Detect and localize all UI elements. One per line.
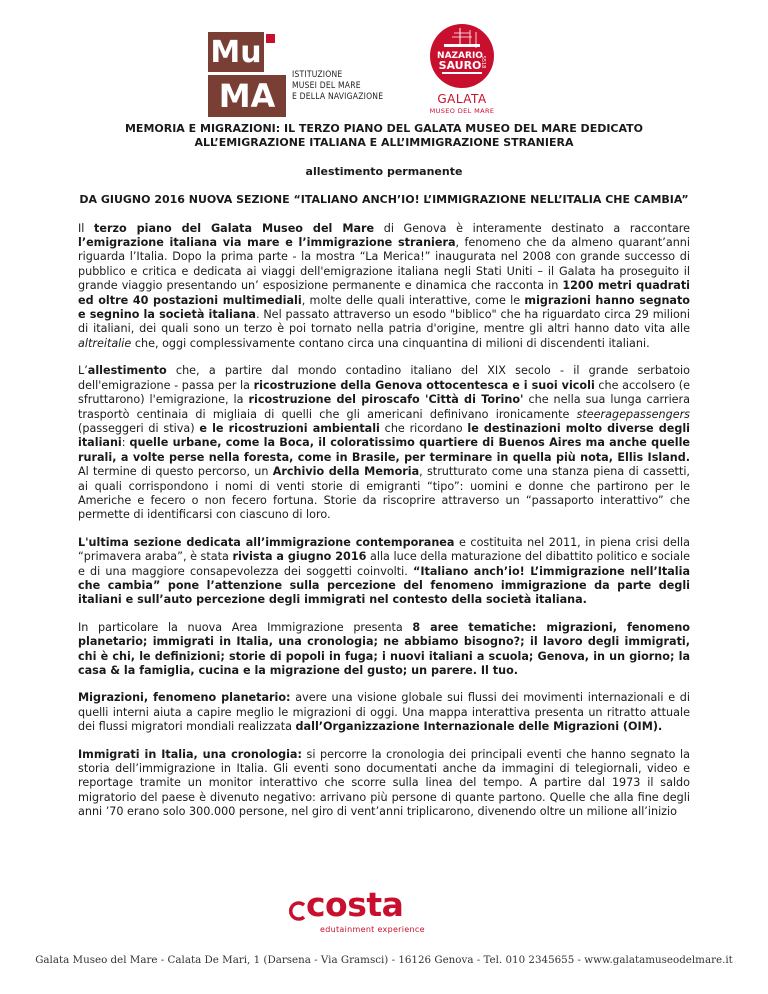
bold-text: rivista a giugno 2016 (232, 550, 367, 564)
costa-wordmark: costa (306, 885, 404, 924)
paragraph (78, 748, 690, 820)
bold-text: le destinazioni molto diverse degli italiani (78, 421, 691, 450)
text-run: In particolare la nuova Area Immigrazione presenta (78, 620, 413, 634)
text-run: . Nel passato attraverso un esodo "biblico" che ha riguardato circa 29 milioni di italiani, dei quali sono un terzo è poi tornato nella patria d'origine, mentre gli altri hanno dato vita alle (78, 308, 690, 336)
text-run: che, a partire dal mondo contadino italiano del XIX secolo - il grande serbatoio dell'emigrazione - passa per la (78, 364, 690, 392)
text-run: Al termine di questo percorso, un (78, 465, 273, 479)
text-run: che nella sua lunga carriera trasportò centinaia di migliaia di quelli che gli americani definivano ironicamente (78, 393, 691, 421)
page-footer: Galata Museo del Mare - Calata De Mari, 1 (Darsena - Via Gramsci) - 16126 Genova - Tel. 010 2345655 - www.galatamuseodelmare.it (35, 954, 733, 966)
bold-text: Immigrati in Italia, una cronologia: (78, 747, 302, 761)
bold-text: Archivio della Memoria (272, 465, 420, 479)
document-title: MEMORIA E MIGRAZIONI: IL TERZO PIANO DEL GALATA MUSEO DEL MARE DEDICATO ALL’EMIGRAZIONE ITALIANA E ALL’IMMIGRAZIONE STRANIERA (124, 122, 644, 150)
paragraph (78, 364, 690, 522)
bold-text: L'ultima sezione dedicata all’immigrazione contemporanea (78, 535, 455, 549)
text-run: che accolsero (e sfruttarono) l'emigrazione, la (78, 378, 691, 407)
document-body (78, 122, 690, 820)
bold-text: dall’Organizzazione Internazionale delle Migrazioni (OIM). (295, 720, 663, 734)
text-run: , fenomeno che da almeno quarant’anni riguarda l’Italia. Dopo la prima parte - la mostra “La Merica!” inaugurata nel 2008 con grande successo di pubblico e critica e dedicata ai viaggi dell'emigrazione italiana negli Stati Uniti – il Galata ha proseguito il grande viaggio presentando un’ esposizione permanente e dinamica che racconta in (78, 236, 690, 293)
section-title: DA GIUGNO 2016 NUOVA SEZIONE “ITALIANO ANCH’IO! L’IMMIGRAZIONE NELL’ITALIA CHE CAMBIA” (79, 193, 689, 207)
muma-line: ISTITUZIONE (292, 70, 343, 80)
bold-text: “Italiano anch’io! L’immigrazione nell’Italia che cambia” pone l’attenzione sulla percezione del fenomeno immigrazione da parte degli italiani e sull’auto percezione degli immigrati nel contesto della società italiana. (78, 564, 690, 607)
text-run: : (121, 436, 130, 450)
ship-icon (430, 24, 494, 88)
text-run: che, oggi complessivamente contano circa una cinquantina di milioni di discendenti italiani. (131, 336, 650, 350)
bold-text: ricostruzione della Genova ottocentesca e i suoi vicoli (253, 378, 595, 392)
muma-line: MUSEI DEL MARE (292, 81, 361, 91)
text-run: L’ (78, 364, 88, 378)
bold-text: l’emigrazione italiana via mare e l’immigrazione straniera (78, 236, 456, 250)
ship-code: S518 (480, 55, 486, 69)
galata-sub: MUSEO DEL MARE (429, 107, 495, 115)
muma-line: E DELLA NAVIGAZIONE (292, 92, 384, 102)
bold-text: quelle urbane, come la Boca, il coloratissimo quartiere di Buenos Aires ma anche quelle rurali, a volte perse nella foresta, come in Brasile, per terminare in quella più nota, Ellis Island. (78, 436, 690, 464)
costa-logo (288, 885, 488, 937)
paragraph (78, 222, 690, 352)
bold-text: allestimento (87, 364, 167, 378)
document-subtitle: allestimento permanente (305, 164, 463, 178)
muma-logo (208, 32, 288, 118)
costa-tagline: edutainment experience (320, 925, 425, 934)
text-run: di Genova è interamente destinato a raccontare (374, 221, 691, 235)
bold-text: ricostruzione del piroscafo 'Città di Torino' (248, 393, 524, 407)
bold-text: migrazioni hanno segnato e segnino la società italiana (78, 293, 690, 322)
muma-logo-dot (266, 34, 275, 43)
text-run: che ricordano (379, 421, 468, 435)
bold-text: Migrazioni, fenomeno planetario: (78, 691, 291, 705)
bold-text: 8 aree tematiche: migrazioni, fenomeno planetario; immigrati in Italia, una cronologia; ne abbiamo bisogno?; il lavoro degli immigrati, chi è chi, le definizioni; storie di popoli in fuga; i nuovi italiani a scuola; Genova, in un giorno; la casa & la famiglia, cucina e la migrazione del gusto; un parere. Il tuo. (78, 620, 690, 677)
costa-c-icon (288, 901, 308, 921)
text-run: avere una visione globale sui flussi dei movimenti internazionali e di quelli interni aiuta a capire meglio le migrazioni di oggi. Una mappa interattiva presenta un ritratto attuale dei flussi migratori mondiali realizzata (78, 691, 690, 734)
text-run: si percorre la cronologia dei principali eventi che hanno segnato la storia dell’immigrazione in Italia. Gli eventi sono documentati anche da immagini di telegiornali, video e reportage tramite un monitor interattivo che scorre sulla linea del tempo. A partire dal 1973 il saldo migratorio del paese è divenuto negativo: arrivano più persone di quante partono. Quelle che alla fine degli anni ’70 erano solo 300.000 persone, nel giro di vent’anni triplicarono, divenendo oltre un milione all’inizio (78, 747, 691, 819)
galata-logo-circle (430, 24, 494, 88)
text-run: , strutturato come una stanza piena di cassetti, ai quali corrispondono i nomi di venti storie di emigranti “tipo”: uomini e donne che partirono per le Americhe e fecero o non fecero fortuna. Storie da riscoprire attraverso un “passaporto interattivo” che permette di identificarsi con ciascuno di loro. (78, 465, 690, 522)
ship-name-2: SAURO (438, 59, 482, 72)
galata-name: GALATA (437, 92, 487, 106)
bold-text: 1200 metri quadrati ed oltre 40 postazioni multimediali (78, 279, 690, 307)
italic-text: steeragepassengers (576, 407, 690, 421)
italic-text: altreitalie (78, 336, 132, 350)
paragraph (78, 691, 690, 734)
text-run: (passeggeri di stiva) (78, 421, 200, 435)
muma-logo-text (292, 70, 383, 103)
text-run: , molte delle quali interattive, come le (301, 293, 525, 307)
paragraph (78, 621, 690, 679)
ship-name-1: NAZARIO (437, 51, 483, 61)
text-run: e costituita nel 2011, in piena crisi della “primavera araba”, è stata (78, 535, 690, 564)
muma-logo-top: Mu (208, 32, 264, 72)
bold-text: e le ricostruzioni ambientali (199, 421, 380, 435)
text-run: alla luce della maturazione del dibattito politico e sociale e di una maggiore consapevolezza dei soggetti coinvolti. (78, 550, 691, 578)
text-run: Il (78, 221, 95, 235)
header-logos (0, 22, 768, 122)
bold-text: terzo piano del Galata Museo del Mare (94, 221, 375, 235)
muma-logo-bottom: MA (208, 75, 286, 117)
paragraph (78, 536, 690, 608)
